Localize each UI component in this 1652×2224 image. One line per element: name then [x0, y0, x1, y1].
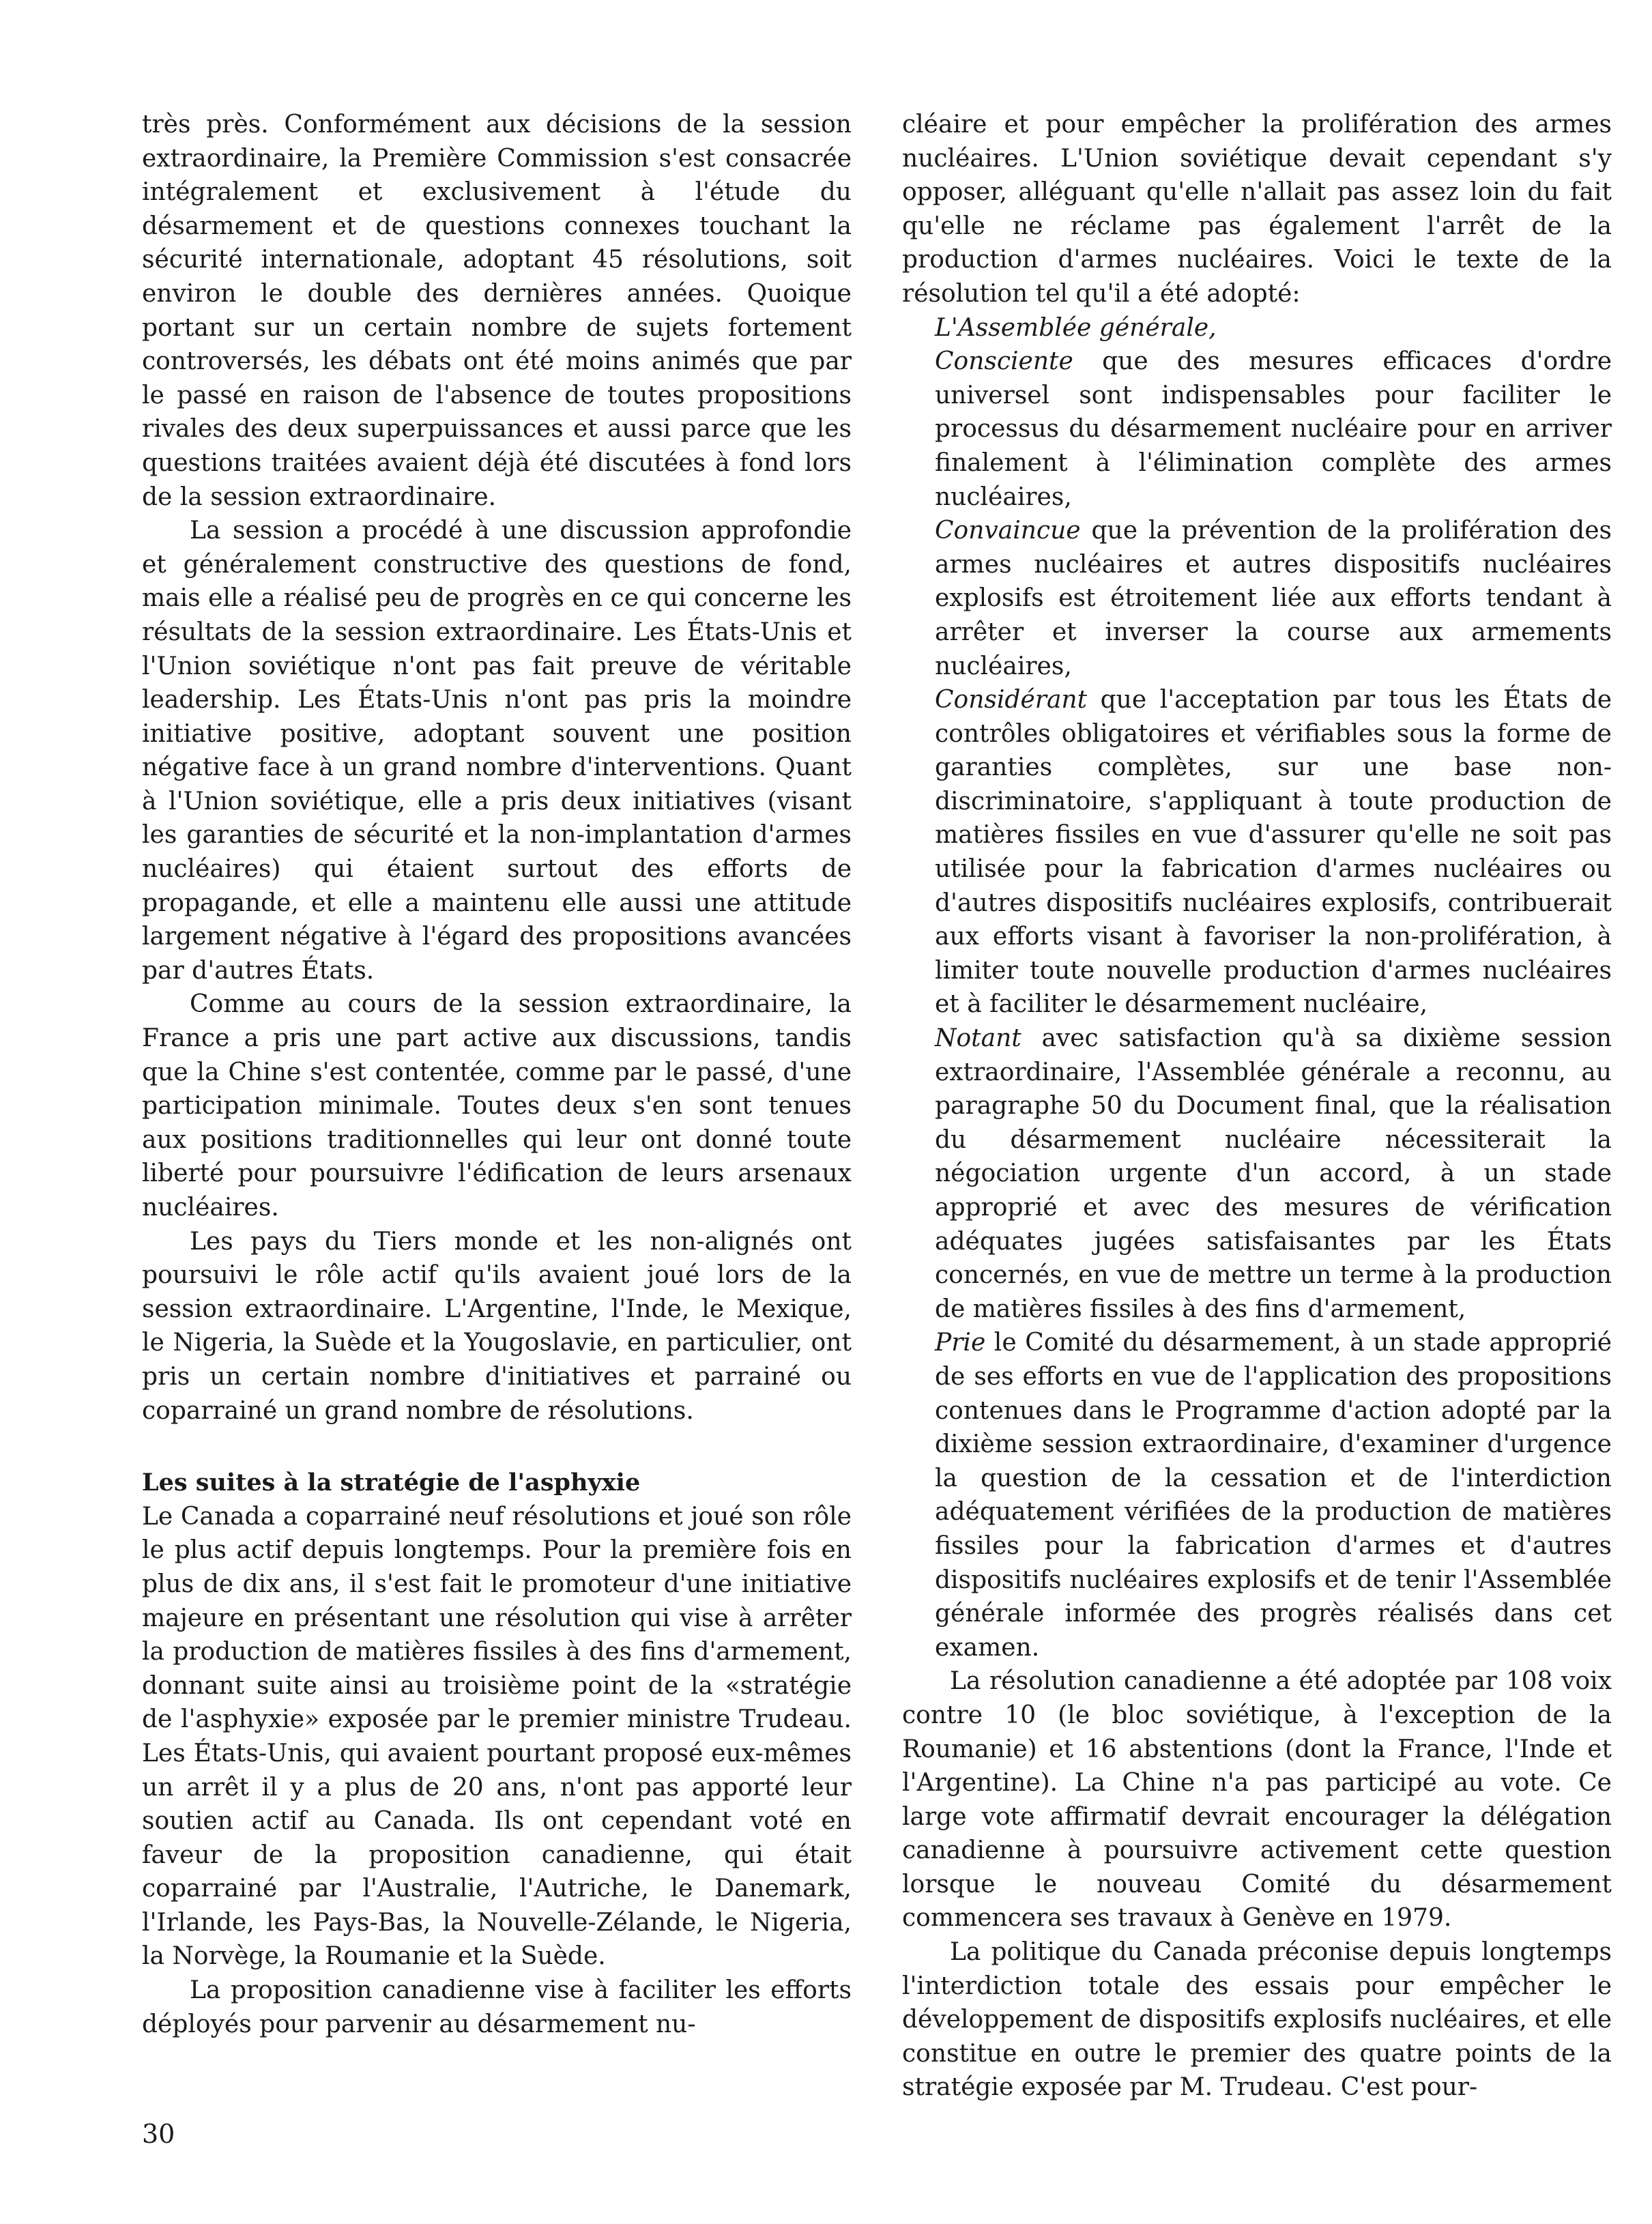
clause-lead: Notant	[935, 1024, 1021, 1053]
resolution-clause	[935, 683, 1612, 1022]
resolution-clause	[935, 514, 1612, 683]
clause-text: que l'acceptation par tous les États de contrôles obligatoires et vérifiables sous la forme de garanties complètes, sur une base non-discriminatoire, s'appliquant à toute production de matières fissiles en vue d'assurer qu'elle ne soit pas utilisée pour la fabrication d'armes nucléaires ou d'autres dispositifs nucléaires explosifs, contribuerait aux efforts visant à favoriser la non-prolifération, à limiter toute nouvelle production d'armes nucléaires et à faciliter le désarmement nucléaire,	[935, 686, 1612, 1019]
resolution-clause	[935, 1022, 1612, 1326]
clause-text: que des mesures efficaces d'ordre universel sont indispensables pour faciliter le processus du désarmement nucléaire pour en arriver finalement à l'élimination complète des armes nucléaires,	[935, 347, 1612, 511]
paragraph: La politique du Canada préconise depuis longtemps l'interdiction totale des essais pour empêcher le développement de dispositifs explosifs nucléaires, et elle constitue en outre le premier des quatre points de la stratégie exposée par M. Trudeau. C'est pour-	[902, 1938, 1612, 2102]
resolution-clause	[935, 345, 1612, 514]
paragraph: La proposition canadienne vise à faciliter les efforts déployés pour parvenir au désarmement nu-	[142, 1976, 852, 2038]
clause-text: que la prévention de la prolifération des armes nucléaires et autres dispositifs nucléaires explosifs est étroitement liée aux efforts tendant à arrêter et inverser la course aux armements nucléaires,	[935, 517, 1612, 680]
resolution-text	[902, 311, 1612, 1665]
resolution-title: L'Assemblée générale,	[935, 313, 1217, 342]
paragraph: très près. Conformément aux décisions de la session extraordinaire, la Première Commission s'est consacrée intégralement et exclusivement à l'étude du désarmement et de questions connexes touchant la sécurité internationale, adoptant 45 résolutions, soit environ le double des dernières années. Quoique portant sur un certain nombre de sujets fortement controversés, les débats ont été moins animés que par le passé en raison de l'absence de toutes propositions rivales des deux superpuissances et aussi parce que les questions traitées avaient déjà été discutées à fond lors de la session extraordinaire.	[142, 111, 852, 511]
right-column	[902, 108, 1612, 2105]
paragraph: Les pays du Tiers monde et les non-alignés ont poursuivi le rôle actif qu'ils avaient joué lors de la session extraordinaire. L'Argentine, l'Inde, le Mexique, le Nigeria, la Suède et la Yougoslavie, en particulier, ont pris un certain nombre d'initiatives et parrainé ou coparrainé un grand nombre de résolutions.	[142, 1227, 852, 1425]
left-column	[142, 108, 852, 2041]
paragraph: Comme au cours de la session extraordinaire, la France a pris une part active aux discussions, tandis que la Chine s'est contentée, comme par le passé, d'une participation minimale. Toutes deux s'en sont tenues aux positions traditionnelles qui leur ont donné toute liberté pour poursuivre l'édification de leurs arsenaux nucléaires.	[142, 990, 852, 1222]
clause-lead: Convaincue	[935, 517, 1081, 545]
paragraph: cléaire et pour empêcher la prolifération des armes nucléaires. L'Union soviétique devait cependant s'y opposer, alléguant qu'elle n'allait pas assez loin du fait qu'elle ne réclame pas également l'arrêt de la production d'armes nucléaires. Voici le texte de la résolution tel qu'il a été adopté:	[902, 111, 1612, 308]
page-number: 30	[142, 2119, 175, 2149]
section-heading: Les suites à la stratégie de l'asphyxie	[142, 1469, 641, 1497]
clause-lead: Considérant	[935, 686, 1088, 714]
clause-lead: Prie	[935, 1329, 986, 1357]
clause-lead: Consciente	[935, 347, 1073, 376]
clause-text: avec satisfaction qu'à sa dixième session extraordinaire, l'Assemblée générale a reconnu, au paragraphe 50 du Document final, que la réalisation du désarmement nucléaire nécessiterait la négociation urgente d'un accord, à un stade approprié et avec des mesures de vérification adéquates jugées satisfaisantes par les États concernés, en vue de mettre un terme à la production de matières fissiles à des fins d'armement,	[935, 1024, 1612, 1323]
resolution-clause	[935, 1326, 1612, 1664]
paragraph: Le Canada a coparrainé neuf résolutions et joué son rôle le plus actif depuis longtemps. Pour la première fois en plus de dix ans, il s'est fait le promoteur d'une initiative majeure en présentant une résolution qui vise à arrêter la production de matières fissiles à des fins d'armement, donnant suite ainsi au troisième point de la «stratégie de l'asphyxie» exposée par le premier ministre Trudeau. Les États-Unis, qui avaient pourtant proposé eux-mêmes un arrêt il y a plus de 20 ans, n'ont pas apporté leur soutien actif au Canada. Ils ont cependant voté en faveur de la proposition canadienne, qui était coparrainé par l'Australie, l'Autriche, le Danemark, l'Irlande, les Pays-Bas, la Nouvelle-Zélande, le Nigeria, la Norvège, la Roumanie et la Suède.	[142, 1502, 852, 1971]
paragraph: La session a procédé à une discussion approfondie et généralement constructive des questions de fond, mais elle a réalisé peu de progrès en ce qui concerne les résultats de la session extraordinaire. Les États-Unis et l'Union soviétique n'ont pas fait preuve de véritable leadership. Les États-Unis n'ont pas pris la moindre initiative positive, adoptant souvent une position négative face à un grand nombre d'interventions. Quant à l'Union soviétique, elle a pris deux initiatives (visant les garanties de sécurité et la non-implantation d'armes nucléaires) qui étaient surtout des efforts de propagande, et elle a maintenu elle aussi une attitude largement négative à l'égard des propositions avancées par d'autres États.	[142, 517, 852, 985]
clause-text: le Comité du désarmement, à un stade approprié de ses efforts en vue de l'application des propositions contenues dans le Programme d'action adopté par la dixième session extraordinaire, d'examiner d'urgence la question de la cessation et de l'interdiction adéquatement vérifiées de la production de matières fissiles pour la fabrication d'armes et d'autres dispositifs nucléaires explosifs et de tenir l'Assemblée générale informée des progrès réalisés dans cet examen.	[935, 1329, 1612, 1662]
paragraph: La résolution canadienne a été adoptée par 108 voix contre 10 (le bloc soviétique, à l'exception de la Roumanie) et 16 abstentions (dont la France, l'Inde et l'Argentine). La Chine n'a pas participé au vote. Ce large vote affirmatif devrait encourager la délégation canadienne à poursuivre activement cette question lorsque le nouveau Comité du désarmement commencera ses travaux à Genève en 1979.	[902, 1667, 1612, 1933]
